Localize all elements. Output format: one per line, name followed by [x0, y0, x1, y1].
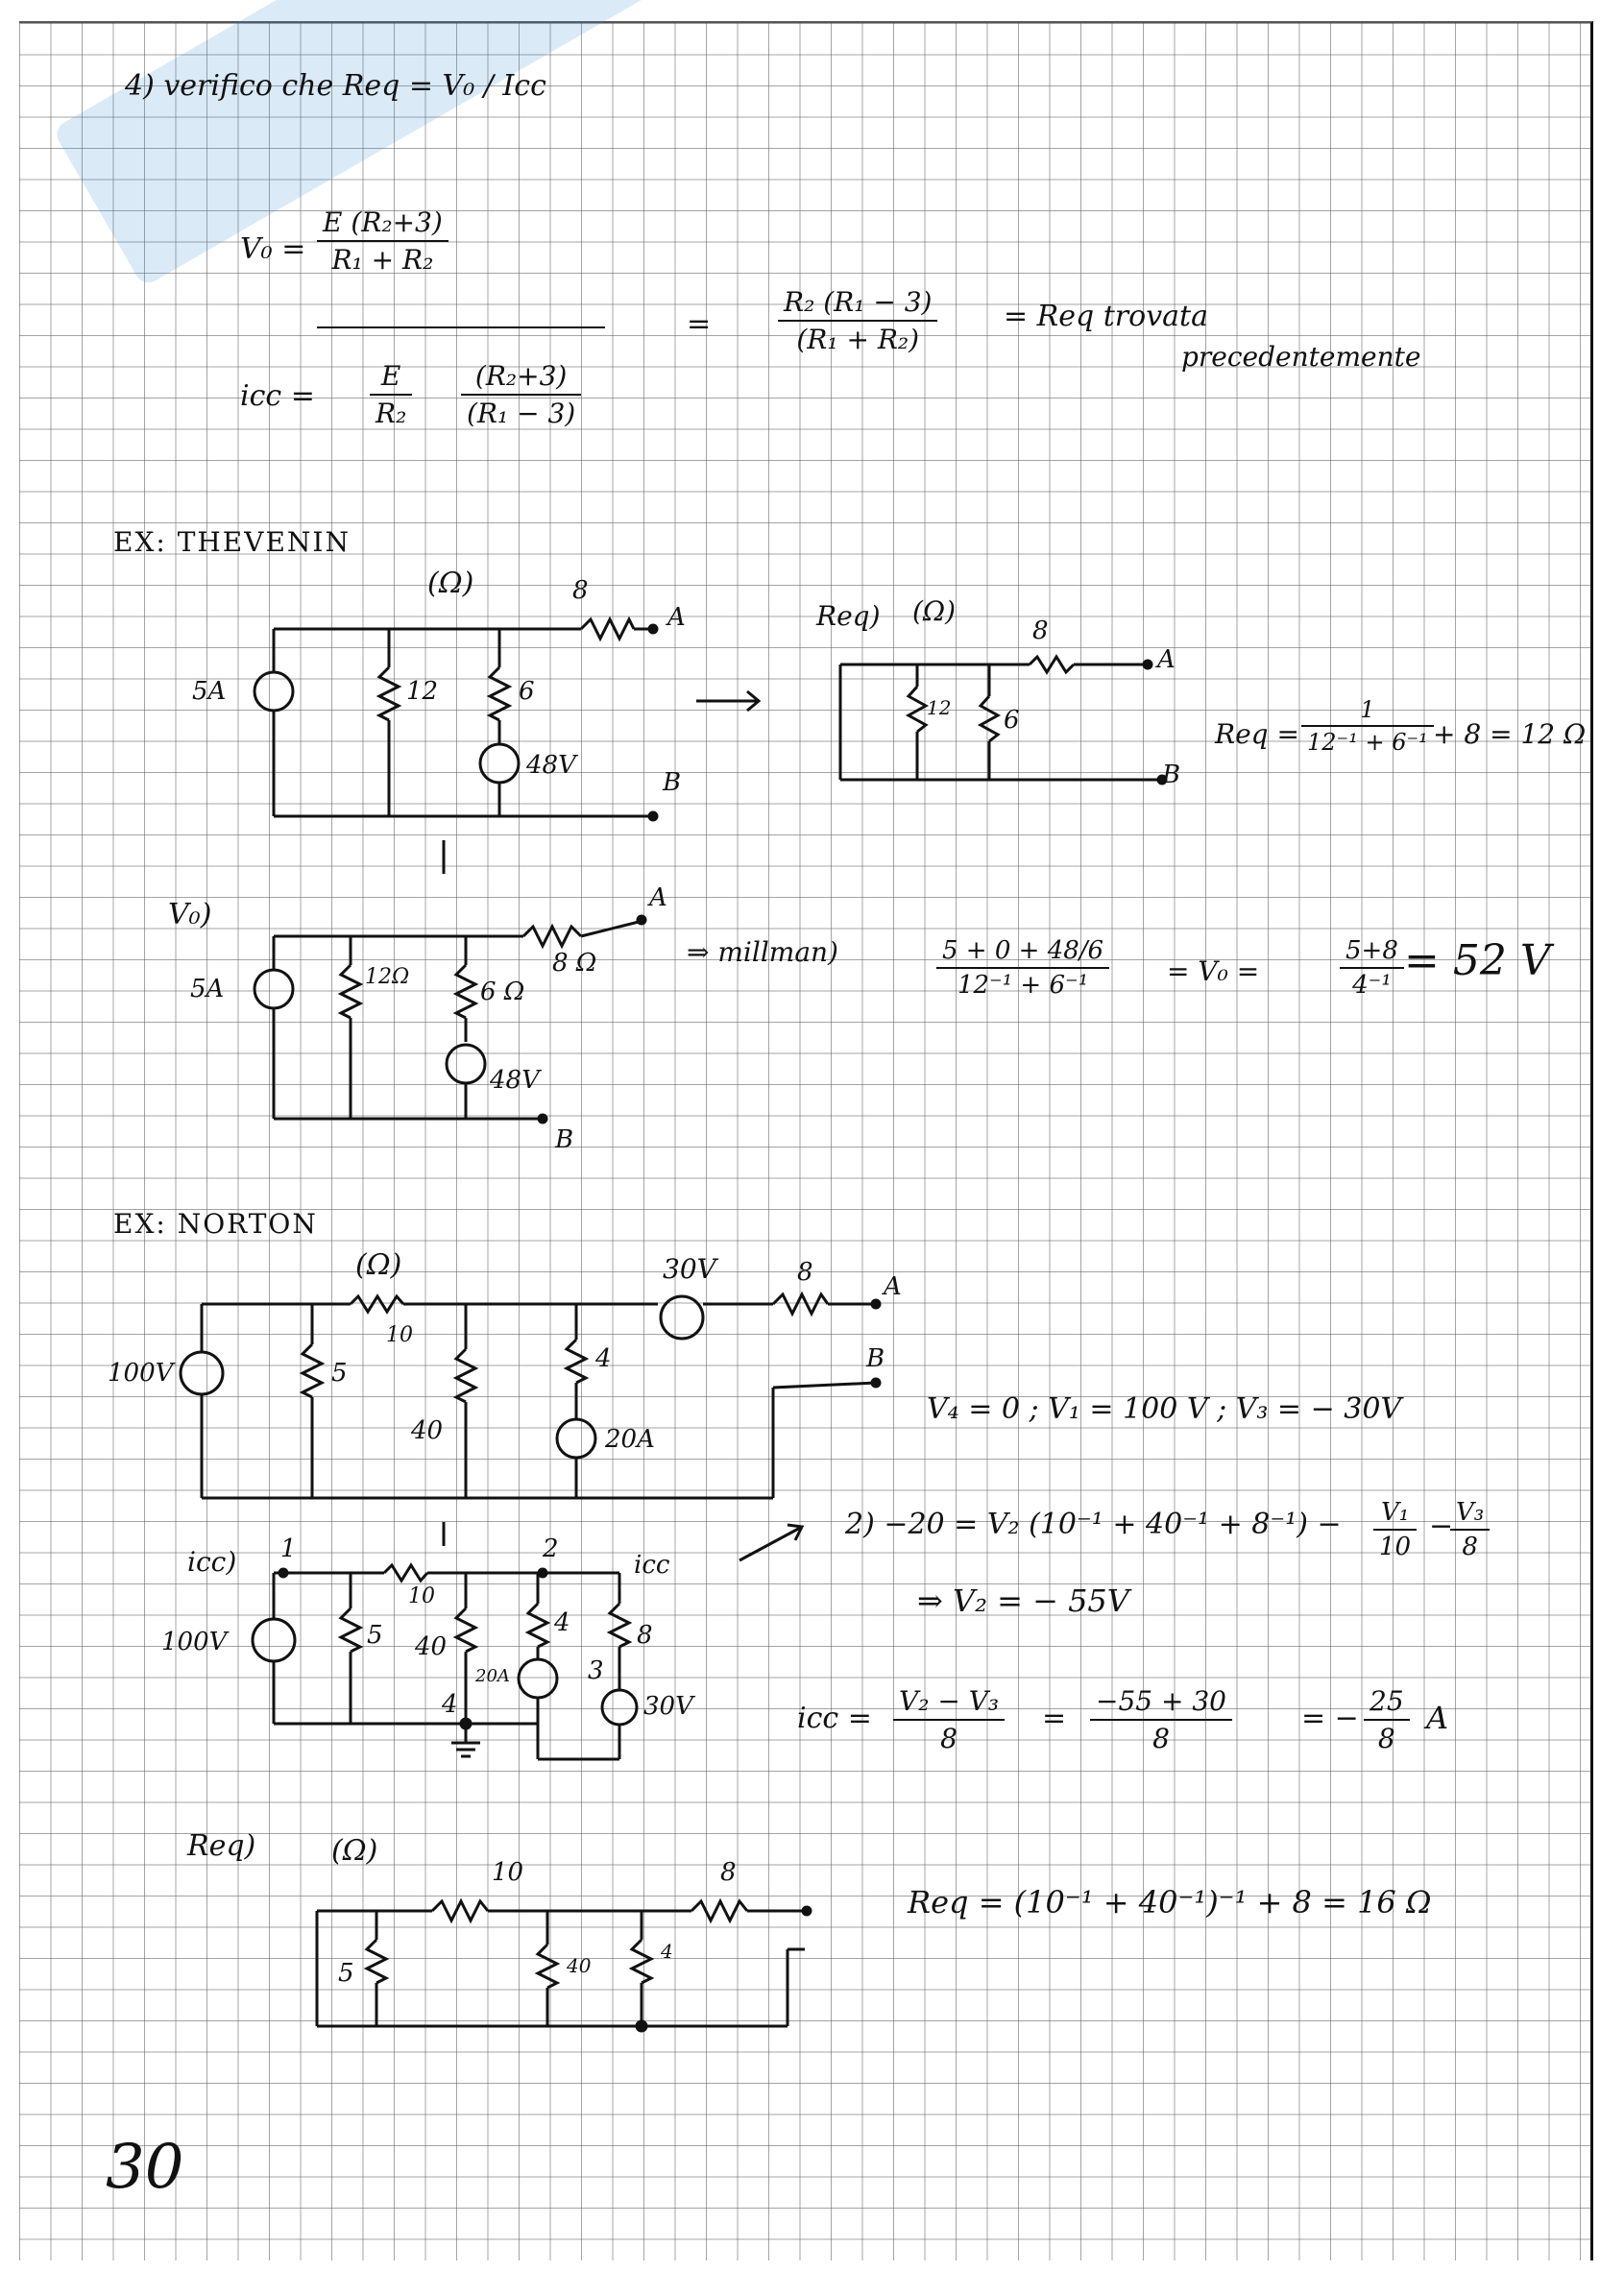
norton-eq-node2-prefix: 2) −20 = V₂ (10⁻¹ + 40⁻¹ + 8⁻¹) − — [845, 1508, 1342, 1541]
thevenin-req-r2: 6 — [1004, 706, 1020, 735]
page-number: 30 — [106, 2132, 184, 2203]
verify-title: 4) verifico che Req = V₀ / Icc — [125, 69, 546, 103]
thevenin-title: EX: THEVENIN — [113, 526, 351, 558]
norton-source-v1: 100V — [108, 1359, 174, 1388]
thevenin-millman-mid: = V₀ = — [1167, 955, 1260, 987]
norton-node2: 2 — [543, 1534, 559, 1563]
norton-req-r4: 4 — [661, 1940, 673, 1963]
norton-node-b: B — [866, 1344, 885, 1373]
verify-icc-b-num: (R₂+3) — [461, 360, 581, 396]
thevenin-v0-node-b: B — [555, 1125, 574, 1154]
thevenin-req-node-a: A — [1157, 645, 1176, 674]
thevenin-node-a: A — [667, 603, 686, 632]
norton-title: EX: NORTON — [113, 1208, 318, 1240]
norton-node1: 1 — [280, 1534, 297, 1563]
thevenin-r-series: 8 — [572, 576, 589, 605]
thevenin-millman-num: 5 + 0 + 48/6 — [936, 936, 1109, 969]
verify-equals-sign: = — [687, 307, 712, 341]
norton-r5: 5 — [331, 1359, 348, 1388]
thevenin-v0-r2: 6 Ω — [480, 978, 525, 1006]
norton-req-r10: 10 — [492, 1858, 524, 1887]
thevenin-v0-node-a: A — [649, 883, 667, 912]
norton-node4: 4 — [442, 1690, 458, 1719]
thevenin-req-formula-lhs: Req = — [1215, 718, 1299, 750]
norton-icc-eq-eq: = — [1042, 1702, 1067, 1735]
norton-eq-v2: ⇒ V₂ = − 55V — [917, 1582, 1129, 1619]
norton-icc-r40: 40 — [415, 1632, 448, 1661]
thevenin-req-unit: (Ω) — [912, 595, 957, 627]
thevenin-node-b: B — [663, 768, 682, 797]
thevenin-v0-source-voltage: 48V — [490, 1066, 540, 1095]
norton-r40: 40 — [411, 1416, 444, 1445]
thevenin-unit: (Ω) — [427, 567, 474, 600]
thevenin-source-current: 5A — [192, 677, 227, 706]
verify-result-text: = Req trovata — [1004, 300, 1208, 333]
verify-result-text-2: precedentemente — [1181, 341, 1421, 373]
norton-eq-node2-f2-num: V₃ — [1450, 1498, 1490, 1531]
norton-icc-source-v1: 100V — [161, 1628, 228, 1656]
verify-icc-label: icc = — [240, 379, 315, 413]
norton-eq-nodes: V₄ = 0 ; V₁ = 100 V ; V₃ = − 30V — [927, 1392, 1402, 1426]
norton-icc-source-v2: 30V — [643, 1692, 693, 1721]
thevenin-millman-num2: 5+8 — [1340, 936, 1404, 969]
norton-node3: 3 — [588, 1656, 604, 1685]
norton-icc-r4: 4 — [554, 1608, 570, 1637]
norton-icc-r8: 8 — [637, 1621, 653, 1650]
thevenin-req-r1: 12 — [927, 696, 952, 719]
norton-icc-eq-f1-den: 8 — [940, 1723, 957, 1754]
thevenin-r1: 12 — [406, 677, 439, 706]
norton-icc-r10: 10 — [408, 1584, 435, 1608]
norton-req-r5: 5 — [338, 1959, 354, 1988]
norton-eq-node2-minus: − — [1429, 1510, 1454, 1543]
norton-req-formula: Req = (10⁻¹ + 40⁻¹)⁻¹ + 8 = 16 Ω — [908, 1884, 1432, 1921]
norton-r4: 4 — [595, 1344, 612, 1373]
thevenin-req-node-b: B — [1162, 761, 1181, 789]
norton-icc-r5: 5 — [367, 1621, 383, 1650]
thevenin-source-voltage: 48V — [526, 751, 576, 780]
norton-source-i: 20A — [605, 1425, 655, 1454]
verify-v0-numerator: E (R₂+3) — [317, 206, 448, 242]
thevenin-req-label: Req) — [816, 600, 881, 632]
thevenin-v0-source-current: 5A — [190, 975, 225, 1003]
norton-icc-arrow-label: icc — [634, 1551, 670, 1580]
norton-icc-eq-unit: A — [1426, 1700, 1449, 1736]
norton-icc-eq-f3-den: 8 — [1377, 1723, 1395, 1754]
thevenin-millman-result: = 52 V — [1404, 936, 1551, 985]
norton-icc-label: icc) — [187, 1546, 237, 1578]
norton-req-r8: 8 — [720, 1858, 737, 1887]
norton-eq-node2-f1-den: 10 — [1379, 1533, 1412, 1561]
thevenin-v0-r1: 12Ω — [365, 965, 410, 989]
thevenin-v0-label: V₀) — [168, 898, 212, 931]
norton-r10: 10 — [386, 1323, 413, 1347]
norton-eq-node2-f2-den: 8 — [1462, 1533, 1478, 1561]
verify-icc-b-den: (R₁ − 3) — [467, 398, 576, 429]
norton-eq-node2-f1-num: V₁ — [1373, 1498, 1417, 1531]
norton-icc-eq-f1-num: V₂ − V₃ — [893, 1685, 1005, 1721]
thevenin-millman-den2: 4⁻¹ — [1352, 971, 1392, 1000]
verify-result-num: R₂ (R₁ − 3) — [778, 286, 937, 322]
verify-icc-a-num: E — [370, 360, 412, 396]
verify-result-den: (R₁ + R₂) — [796, 324, 920, 355]
norton-node-a: A — [884, 1272, 902, 1301]
thevenin-millman-label: ⇒ millman) — [687, 936, 838, 968]
verify-icc-a-den: R₂ — [376, 398, 407, 429]
norton-r8: 8 — [797, 1258, 813, 1287]
norton-icc-eq-f2-den: 8 — [1152, 1723, 1170, 1754]
norton-req-unit: (Ω) — [331, 1834, 378, 1868]
verify-v0-label: V₀ = — [240, 232, 306, 266]
verify-v0-denominator: R₁ + R₂ — [331, 244, 434, 276]
norton-icc-source-i: 20A — [475, 1666, 510, 1686]
thevenin-req-r-series: 8 — [1032, 616, 1049, 645]
norton-unit: (Ω) — [355, 1248, 402, 1282]
thevenin-req-num: 1 — [1301, 696, 1434, 727]
norton-icc-eq-f2-num: −55 + 30 — [1090, 1685, 1232, 1721]
thevenin-r2: 6 — [519, 677, 535, 706]
thevenin-millman-den: 12⁻¹ + 6⁻¹ — [957, 971, 1089, 1000]
norton-req-label: Req) — [187, 1829, 256, 1863]
thevenin-v0-r-series: 8 Ω — [552, 949, 597, 978]
thevenin-req-formula-rhs: + 8 = 12 Ω — [1433, 718, 1587, 750]
norton-icc-eq-f3-num: 25 — [1364, 1685, 1410, 1721]
norton-req-r40: 40 — [567, 1954, 592, 1977]
norton-icc-eq-neg: = − — [1301, 1702, 1359, 1735]
thevenin-req-den: 12⁻¹ + 6⁻¹ — [1307, 729, 1428, 756]
norton-source-v2: 30V — [663, 1253, 716, 1285]
norton-icc-eq-lhs: icc = — [797, 1702, 872, 1735]
